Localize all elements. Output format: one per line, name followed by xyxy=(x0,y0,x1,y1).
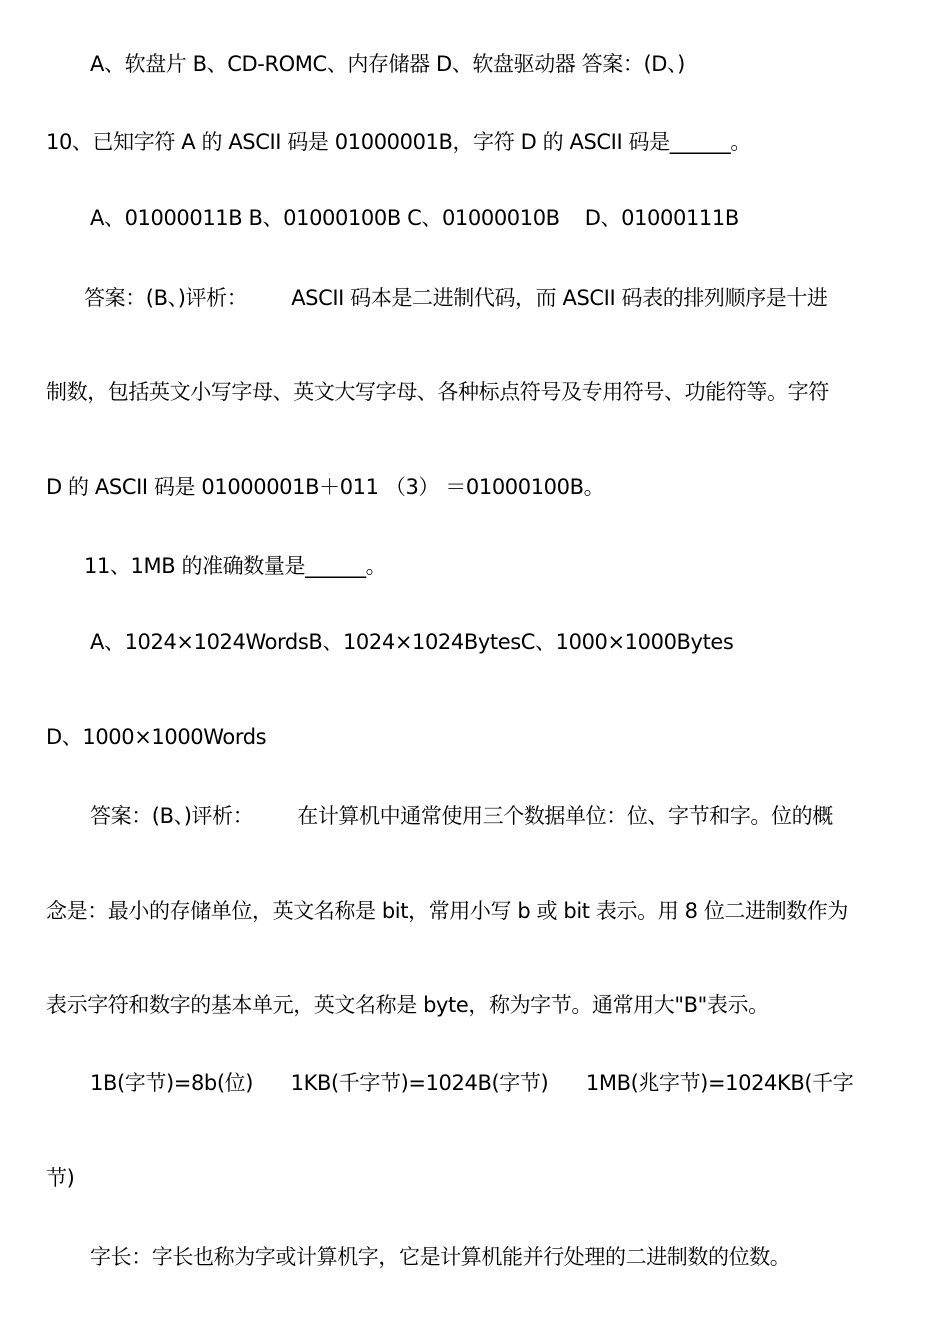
text-line-option-d-q11: D、1000×1000Words xyxy=(46,725,267,749)
text-line-analysis-q10-cont2: D 的 ASCII 码是 01000001B＋011 （3） ＝01000100B。 xyxy=(46,475,605,499)
text-line-answer-q10: 答案：(B、)评析： ASCII 码本是二进制代码，而 ASCII 码表的排列顺序是十进 xyxy=(84,286,828,310)
text-line-options-q11: A、1024×1024WordsB、1024×1024BytesC、1000×1000Bytes xyxy=(90,630,734,654)
text-line-options-q10: A、01000011B B、01000100B C、01000010B D、01000111B xyxy=(90,206,739,230)
text-line-option-answer-q9: A、软盘片 B、CD-ROMC、内存储器 D、软盘驱动器 答案：(D、) xyxy=(90,52,685,76)
text-line-answer-q11: 答案：(B、)评析： 在计算机中通常使用三个数据单位：位、字节和字。位的概 xyxy=(90,804,833,828)
text-line-analysis-q11-cont1: 念是：最小的存储单位，英文名称是 bit，常用小写 b 或 bit 表示。用 8 位二进制数作为 xyxy=(46,899,849,923)
text-line-analysis-q10-cont1: 制数，包括英文小写字母、英文大写字母、各种标点符号及专用符号、功能符等。字符 xyxy=(46,380,829,404)
text-line-analysis-q11-cont2: 表示字符和数字的基本单元，英文名称是 byte，称为字节。通常用大"B"表示。 xyxy=(46,993,769,1017)
text-line-word-length: 字长：字长也称为字或计算机字，它是计算机能并行处理的二进制数的位数。 xyxy=(90,1245,791,1269)
text-line-question-10: 10、已知字符 A 的 ASCII 码是 01000001B，字符 D 的 ASCII 码是______。 xyxy=(46,130,751,154)
text-line-units: 1B(字节)=8b(位) 1KB(千字节)=1024B(字节) 1MB(兆字节)=1024KB(千字 xyxy=(90,1071,854,1095)
text-line-question-11: 11、1MB 的准确数量是______。 xyxy=(84,554,387,578)
text-line-units-cont: 节) xyxy=(46,1166,75,1190)
